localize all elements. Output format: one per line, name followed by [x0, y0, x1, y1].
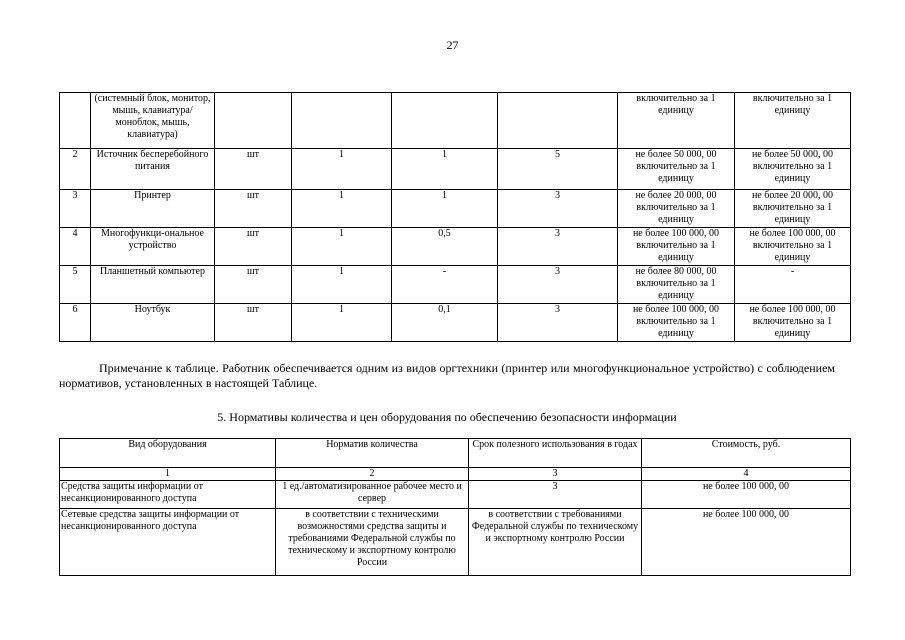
equipment-name: Принтер — [91, 190, 215, 228]
unit: шт — [215, 149, 292, 190]
equipment-table — [59, 92, 851, 342]
usage-term: 3 — [469, 481, 642, 509]
equipment-type: Сетевые средства защиты информации от несанкционированного доступа — [60, 509, 276, 576]
column-header: Норматив количества — [276, 439, 469, 468]
price-1: не более 100 000, 00 включительно за 1 единицу — [618, 228, 735, 266]
quantity-1: 1 — [292, 190, 392, 228]
table-row — [60, 509, 851, 576]
table-row — [60, 228, 851, 266]
usage-term: 3 — [498, 190, 618, 228]
page-number: 27 — [446, 38, 459, 52]
quantity-1: 1 — [292, 304, 392, 342]
table-row — [60, 304, 851, 342]
quantity-2: 1 — [392, 190, 498, 228]
unit: шт — [215, 228, 292, 266]
table-row — [60, 481, 851, 509]
usage-term — [498, 93, 618, 149]
equipment-type: Средства защиты информации от несанкционированного доступа — [60, 481, 276, 509]
unit — [215, 93, 292, 149]
price-1: не более 20 000, 00 включительно за 1 единицу — [618, 190, 735, 228]
column-number: 1 — [60, 468, 276, 481]
quantity-2 — [392, 93, 498, 149]
cost: не более 100 000, 00 — [642, 481, 851, 509]
row-number: 4 — [60, 228, 91, 266]
column-header: Срок полезного использования в годах — [469, 439, 642, 468]
quantity-2: - — [392, 266, 498, 304]
price-1: не более 50 000, 00 включительно за 1 единицу — [618, 149, 735, 190]
quantity-1 — [292, 93, 392, 149]
row-number: 3 — [60, 190, 91, 228]
price-2: не более 20 000, 00 включительно за 1 единицу — [735, 190, 851, 228]
table-note: Примечание к таблице. Работник обеспечивается одним из видов оргтехники (принтер или многофункциональное устройство) с соблюдением нормативов, установленных в настоящей Таблице. — [59, 361, 835, 390]
price-1: включительно за 1 единицу — [618, 93, 735, 149]
table-row — [60, 266, 851, 304]
price-2: не более 50 000, 00 включительно за 1 единицу — [735, 149, 851, 190]
equipment-name: Планшетный компьютер — [91, 266, 215, 304]
usage-term: в соответствии с требованиями Федеральной службы по техническому и экспортному контролю России — [469, 509, 642, 576]
row-number: 2 — [60, 149, 91, 190]
row-number: 5 — [60, 266, 91, 304]
column-number-row — [60, 468, 851, 481]
quantity-2: 0,1 — [392, 304, 498, 342]
usage-term: 3 — [498, 304, 618, 342]
quantity-1: 1 — [292, 266, 392, 304]
column-header: Вид оборудования — [60, 439, 276, 468]
equipment-name: Источник бесперебойного питания — [91, 149, 215, 190]
price-2: - — [735, 266, 851, 304]
quantity-2: 1 — [392, 149, 498, 190]
quantity-1: 1 — [292, 228, 392, 266]
unit: шт — [215, 304, 292, 342]
unit: шт — [215, 190, 292, 228]
price-2: не более 100 000, 00 включительно за 1 единицу — [735, 304, 851, 342]
table-row — [60, 149, 851, 190]
usage-term: 5 — [498, 149, 618, 190]
security-equipment-table — [59, 438, 851, 576]
quantity-norm: 1 ед./автоматизированное рабочее место и сервер — [276, 481, 469, 509]
cost: не более 100 000, 00 — [642, 509, 851, 576]
price-1: не более 80 000, 00 включительно за 1 единицу — [618, 266, 735, 304]
quantity-norm: в соответствии с техническими возможностями средства защиты и требованиями Федеральной службы по техническому и экспортному контролю России — [276, 509, 469, 576]
column-number: 4 — [642, 468, 851, 481]
row-number: 6 — [60, 304, 91, 342]
equipment-name: (системный блок, монитор, мышь, клавиатура/моноблок, мышь, клавиатура) — [91, 93, 215, 149]
usage-term: 3 — [498, 228, 618, 266]
unit: шт — [215, 266, 292, 304]
section-title: 5. Нормативы количества и цен оборудования по обеспечению безопасности информации — [217, 410, 677, 424]
header-row — [60, 439, 851, 468]
table-row — [60, 93, 851, 149]
row-number — [60, 93, 91, 149]
column-number: 2 — [276, 468, 469, 481]
column-number: 3 — [469, 468, 642, 481]
usage-term: 3 — [498, 266, 618, 304]
equipment-name: Многофункци-ональное устройство — [91, 228, 215, 266]
equipment-name: Ноутбук — [91, 304, 215, 342]
quantity-2: 0,5 — [392, 228, 498, 266]
table-row — [60, 190, 851, 228]
price-2: не более 100 000, 00 включительно за 1 единицу — [735, 228, 851, 266]
price-2: включительно за 1 единицу — [735, 93, 851, 149]
quantity-1: 1 — [292, 149, 392, 190]
column-header: Стоимость, руб. — [642, 439, 851, 468]
price-1: не более 100 000, 00 включительно за 1 единицу — [618, 304, 735, 342]
